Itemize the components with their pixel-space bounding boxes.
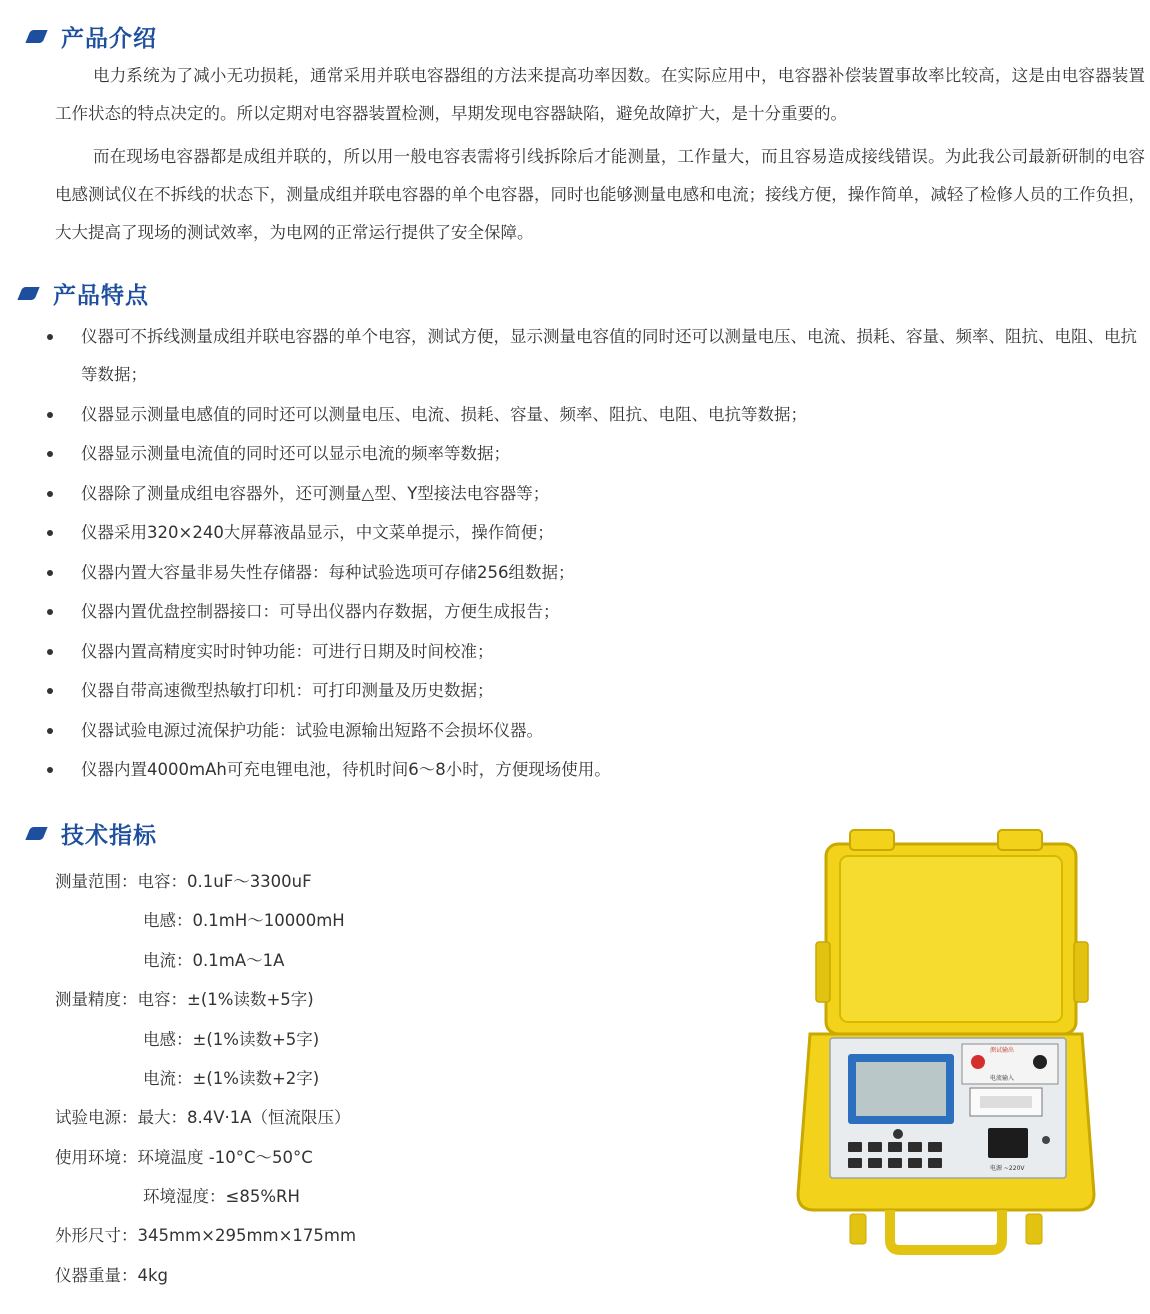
bullet-icon bbox=[47, 688, 53, 694]
list-item-text: 仪器显示测量电感值的同时还可以测量电压、电流、损耗、容量、频率、阻抗、电阻、电抗等数据； bbox=[81, 404, 807, 424]
spec-line: 外形尺寸：345mm×295mm×175mm bbox=[55, 1226, 357, 1245]
spec-line: 环境湿度：≤85%RH bbox=[143, 1187, 300, 1206]
side-latch bbox=[1074, 942, 1088, 1002]
list-item-text: 仪器采用320×240大屏幕液晶显示，中文菜单提示，操作简便； bbox=[81, 523, 554, 542]
features-title: 产品特点 bbox=[53, 283, 149, 309]
list-item bbox=[43, 514, 1143, 552]
side-latch bbox=[816, 942, 830, 1002]
red-terminal[interactable] bbox=[971, 1055, 985, 1069]
spec-line: 测量范围：电容：0.1uF～3300uF bbox=[55, 872, 312, 891]
list-item-text: 仪器可不拆线测量成组并联电容器的单个电容，测试方便，显示测量电容值的同时还可以测量电压、电流、损耗、容量、频率、阻抗、电阻、电抗等数据； bbox=[81, 327, 1137, 384]
list-item-text: 仪器除了测量成组电容器外，还可测量△型、Y型接法电容器等； bbox=[81, 483, 550, 503]
specs-title: 技术指标 bbox=[61, 823, 157, 849]
list-item-text: 仪器内置4000mAh可充电锂电池，待机时间6～8小时，方便现场使用。 bbox=[81, 760, 611, 779]
lcd-screen bbox=[856, 1062, 946, 1116]
spec-line: 电感：0.1mH～10000mH bbox=[143, 911, 345, 930]
list-item-text: 仪器自带高速微型热敏打印机：可打印测量及历史数据； bbox=[81, 681, 494, 700]
spec-line: 电流：0.1mA～1A bbox=[143, 951, 285, 970]
intro-paragraph-2: 而在现场电容器都是成组并联的，所以用一般电容表需将引线拆除后才能测量，工作量大，而且容易造成接线错误。为此我公司最新研制的电容电感测试仪在不拆线的状态下，测量成组并联电容器的单个电容器，同时也能够测量电感和电流；接线方便，操作简单，减轻了检修人员的工作负担，大大提高了现场的测试效率，为电网的正常运行提供了安全保障。 bbox=[55, 147, 1145, 242]
list-item bbox=[43, 475, 1143, 513]
power-socket[interactable] bbox=[988, 1128, 1028, 1158]
list-item bbox=[43, 396, 1143, 434]
list-item-text: 仪器试验电源过流保护功能：试验电源输出短路不会损坏仪器。 bbox=[81, 720, 543, 740]
bullet-icon bbox=[47, 570, 53, 576]
intro-title: 产品介绍 bbox=[61, 26, 157, 52]
feature-list bbox=[43, 318, 1143, 791]
spec-line: 试验电源：最大：8.4V·1A（恒流限压） bbox=[55, 1108, 351, 1127]
input-label: 电流输入 bbox=[990, 1075, 1015, 1082]
list-item bbox=[43, 712, 1143, 750]
spec-line: 电感：±(1%读数+5字) bbox=[143, 1030, 320, 1049]
section-marker-icon bbox=[25, 827, 47, 840]
list-item-text: 仪器内置大容量非易失性存储器：每种试验选项可存储256组数据； bbox=[81, 562, 575, 582]
power-label: 电源 ~220V bbox=[990, 1165, 1025, 1172]
bullet-icon bbox=[47, 491, 53, 497]
list-item bbox=[43, 633, 1143, 671]
printer-slot bbox=[980, 1096, 1032, 1108]
section-marker-icon bbox=[17, 287, 39, 300]
spec-line: 使用环境：环境温度 -10°C～50°C bbox=[55, 1148, 313, 1167]
list-item-text: 仪器内置高精度实时时钟功能：可进行日期及时间校准； bbox=[81, 641, 494, 661]
features-header bbox=[20, 277, 149, 310]
bullet-icon bbox=[47, 609, 53, 615]
specs-header bbox=[28, 817, 157, 850]
bullet-icon bbox=[47, 530, 53, 536]
list-item bbox=[43, 751, 1143, 789]
ground-post bbox=[1042, 1136, 1050, 1144]
ok-knob-icon bbox=[893, 1129, 903, 1139]
list-item bbox=[43, 672, 1143, 710]
list-item bbox=[43, 554, 1143, 592]
foot bbox=[850, 1214, 866, 1244]
intro-paragraph-1: 电力系统为了减小无功损耗，通常采用并联电容器组的方法来提高功率因数。在实际应用中，电容器补偿装置事故率比较高，这是由电容器装置工作状态的特点决定的。所以定期对电容器装置检测，早期发现电容器缺陷，避免故障扩大，是十分重要的。 bbox=[55, 66, 1145, 123]
list-item bbox=[43, 593, 1143, 631]
foot bbox=[1026, 1214, 1042, 1244]
capacitance-tester-image bbox=[790, 822, 1102, 1270]
intro-header bbox=[28, 20, 157, 53]
section-marker-icon bbox=[25, 30, 47, 43]
carry-handle bbox=[890, 1210, 1002, 1250]
bullet-icon bbox=[47, 728, 53, 734]
bullet-icon bbox=[47, 451, 53, 457]
bullet-icon bbox=[47, 767, 53, 773]
case-lid-inner bbox=[840, 856, 1062, 1022]
spec-line: 仪器重量：4kg bbox=[55, 1266, 169, 1285]
spec-line: 电流：±(1%读数+2字) bbox=[143, 1069, 320, 1088]
list-item bbox=[43, 435, 1143, 473]
spec-line: 测量精度：电容：±(1%读数+5字) bbox=[55, 990, 314, 1009]
list-item-text: 仪器内置优盘控制器接口：可导出仪器内存数据，方便生成报告； bbox=[81, 602, 560, 621]
output-label: 测试输出 bbox=[990, 1047, 1015, 1054]
bullet-icon bbox=[47, 649, 53, 655]
bullet-icon bbox=[47, 412, 53, 418]
list-item-text: 仪器显示测量电流值的同时还可以显示电流的频率等数据； bbox=[81, 444, 510, 463]
black-terminal[interactable] bbox=[1033, 1055, 1047, 1069]
list-item bbox=[43, 318, 1143, 394]
hinge-tab bbox=[998, 830, 1042, 850]
bullet-icon bbox=[47, 334, 53, 340]
hinge-tab bbox=[850, 830, 894, 850]
